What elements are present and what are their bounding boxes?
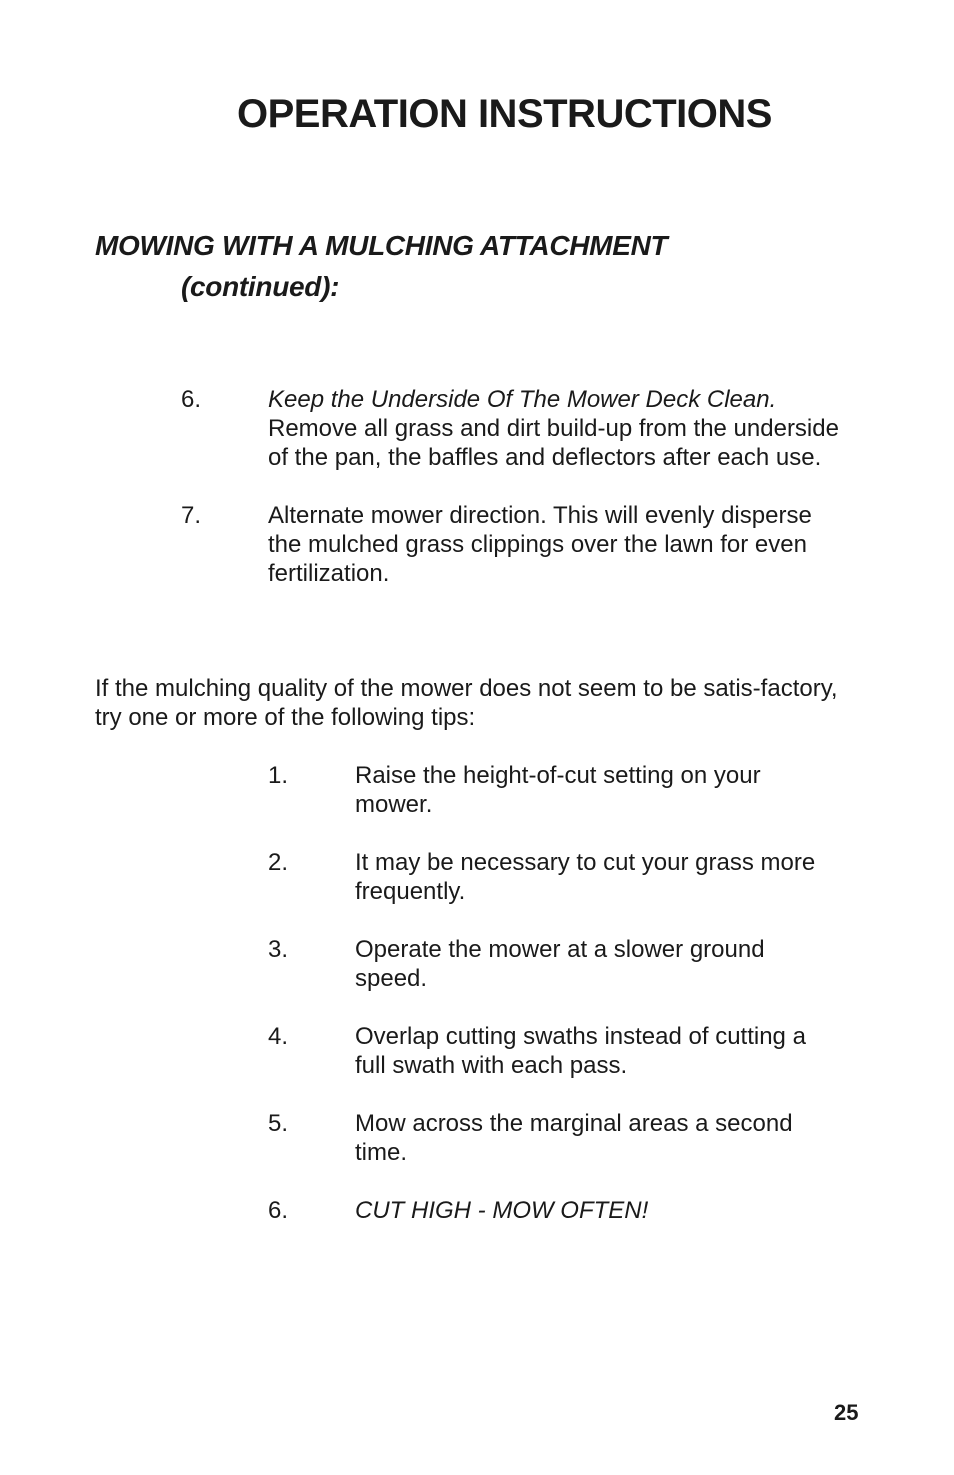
tip-text: Operate the mower at a slower ground speed.	[355, 936, 765, 992]
tip-text: Raise the height-of-cut setting on your mower.	[355, 762, 761, 818]
list-item	[268, 935, 838, 993]
tip-number: 6.	[268, 1197, 289, 1224]
step-text	[268, 501, 841, 588]
tip-number: 2.	[268, 849, 289, 876]
section-heading	[95, 225, 667, 307]
tip-text: Mow across the marginal areas a second time.	[355, 1110, 793, 1166]
step-body: Alternate mower direction. This will evenly disperse the mulched grass clippings over the lawn for even fertilization.	[268, 502, 812, 587]
mulching-steps-list	[181, 385, 841, 617]
tips-list	[268, 761, 838, 1254]
list-item	[268, 1196, 838, 1225]
list-item	[181, 385, 841, 472]
section-heading-line2: (continued):	[181, 271, 340, 302]
list-item	[268, 848, 838, 906]
list-item	[268, 761, 838, 819]
step-text	[268, 385, 841, 472]
tip-number: 4.	[268, 1023, 289, 1050]
tip-text: Overlap cutting swaths instead of cutting a full swath with each pass.	[355, 1023, 806, 1079]
list-item	[268, 1109, 838, 1167]
step-number: 6.	[181, 386, 202, 413]
tip-number: 1.	[268, 762, 289, 789]
section-heading-line1: MOWING WITH A MULCHING ATTACHMENT	[95, 230, 668, 261]
page-title: OPERATION INSTRUCTIONS	[237, 92, 772, 136]
step-number: 7.	[181, 502, 202, 529]
page-number: 25	[834, 1400, 859, 1425]
tip-number: 3.	[268, 936, 289, 963]
tip-text: It may be necessary to cut your grass more frequently.	[355, 849, 816, 905]
tip-text: CUT HIGH - MOW OFTEN!	[355, 1197, 649, 1224]
tips-intro: If the mulching quality of the mower does not seem to be satis-factory, try one or more of the following tips:	[95, 675, 838, 731]
list-item	[268, 1022, 838, 1080]
step-lead: Keep the Underside Of The Mower Deck Clean.	[268, 386, 777, 413]
list-item	[181, 501, 841, 588]
tip-number: 5.	[268, 1110, 289, 1137]
step-body: Remove all grass and dirt build-up from the underside of the pan, the baffles and deflectors after each use.	[268, 415, 839, 471]
